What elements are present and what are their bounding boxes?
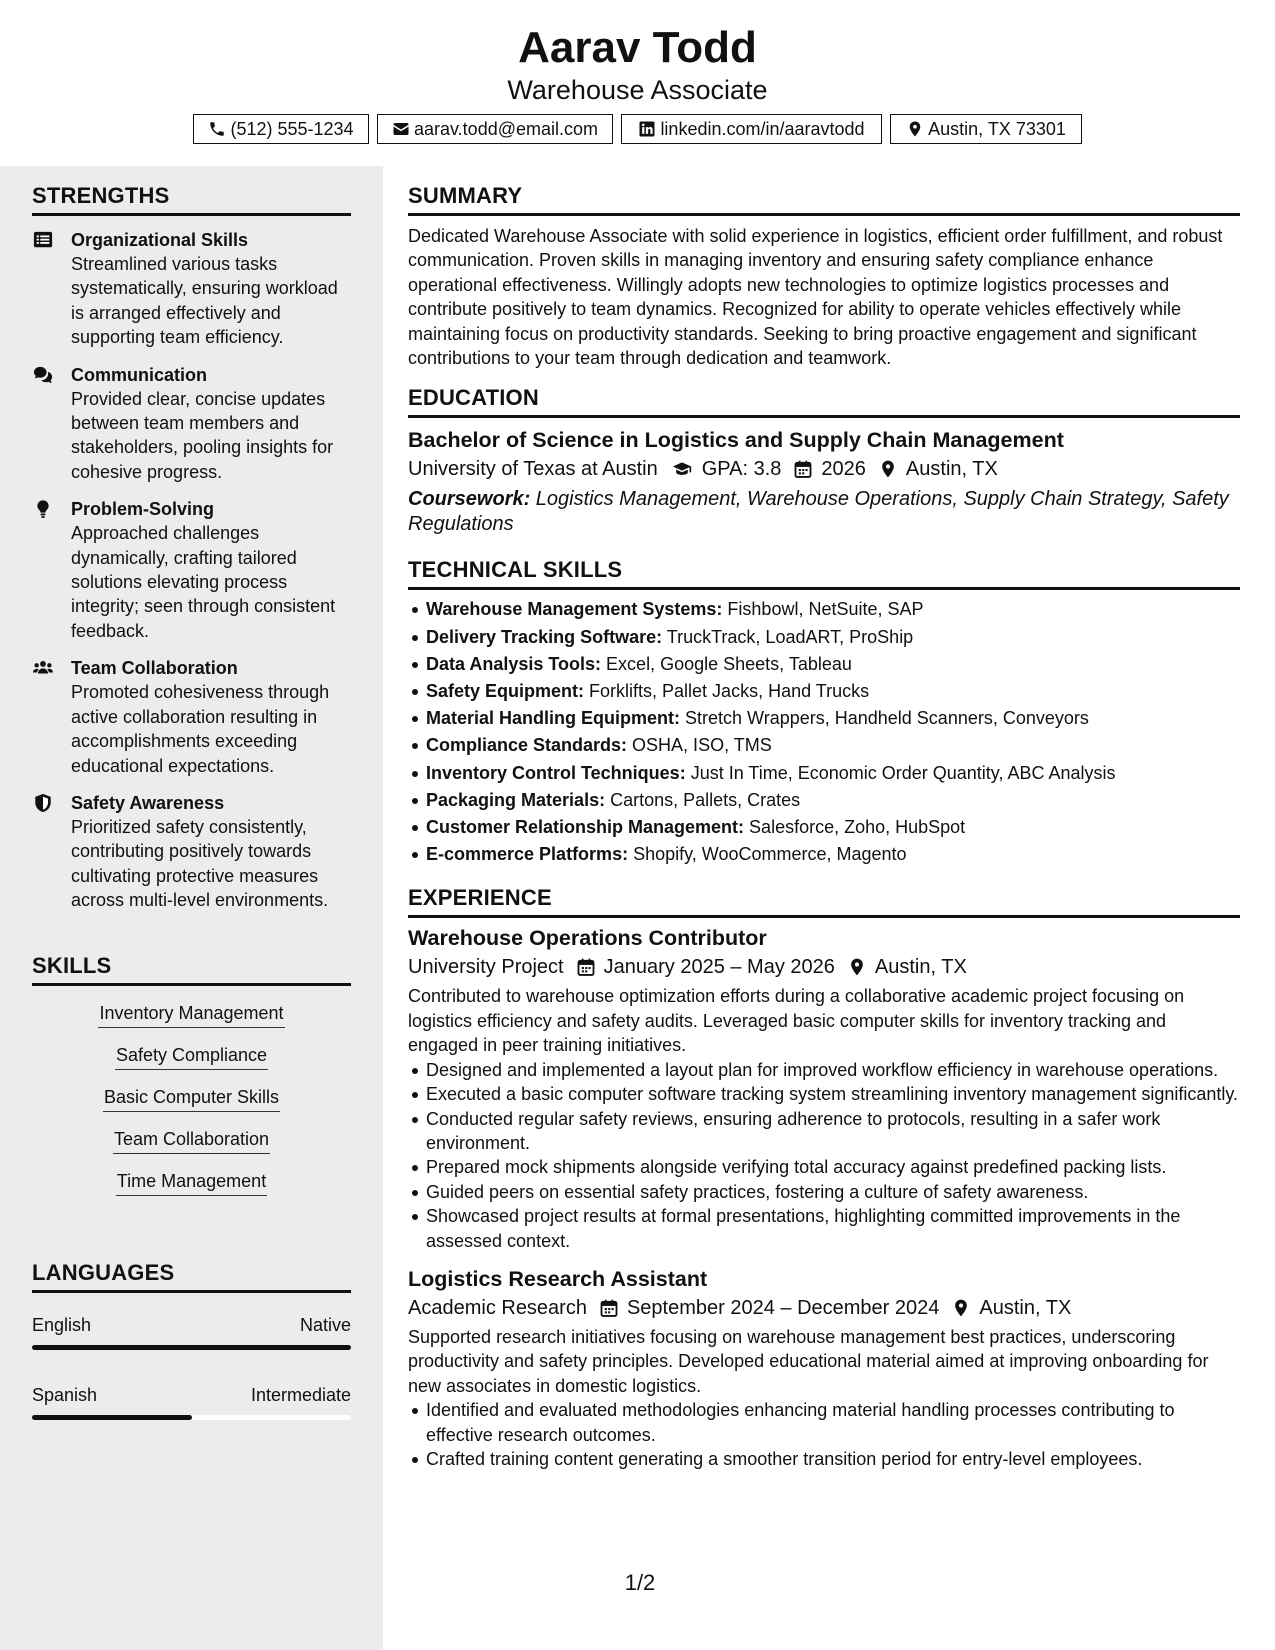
calendar-icon <box>576 957 596 977</box>
strength-desc: Streamlined various tasks systematically, ensuring workload is arranged effectively and supporting team efficiency. <box>71 254 338 348</box>
skill-tag <box>32 1042 351 1070</box>
list-item <box>426 596 1240 623</box>
page-number: 1/2 <box>624 1570 656 1595</box>
tech-skill-label: Compliance Standards: <box>426 735 628 756</box>
experience-entry <box>408 924 1240 1252</box>
strength-title: Organizational Skills <box>71 230 249 250</box>
tech-skill-value: Stretch Wrappers, Handheld Scanners, Conveyors <box>680 708 1089 729</box>
tech-skill-label: Warehouse Management Systems: <box>426 599 723 620</box>
tech-skill-label: E-commerce Platforms: <box>426 844 629 865</box>
tech-skill-label: Customer Relationship Management: <box>426 817 745 838</box>
experience-dates: January 2025 – May 2026 <box>603 956 835 979</box>
experience-desc: Contributed to warehouse optimization efforts during a collaborative academic project focusing on logistics efficiency and safety audits. Leveraged basic computer skills for inventory tracking and engaged in peer training initiatives. <box>408 986 1185 1056</box>
strength-title: Communication <box>71 364 208 385</box>
strength-desc: Prioritized safety consistently, contributing positively towards cultivating protective measures across multi-level environments. <box>71 816 329 911</box>
lightbulb-icon <box>32 499 54 519</box>
list-item <box>426 841 1240 868</box>
strength-item <box>32 791 351 913</box>
sidebar <box>0 166 383 1650</box>
strength-title: Problem-Solving <box>71 499 215 520</box>
language-proficiency-fill <box>32 1345 351 1350</box>
main-content <box>408 166 1240 1471</box>
tech-skill-label: Material Handling Equipment: <box>426 708 681 729</box>
list-item: Designed and implemented a layout plan for improved workflow efficiency in warehouse operations. <box>426 1058 1240 1082</box>
languages-heading: LANGUAGES <box>32 1259 351 1293</box>
linkedin-icon <box>638 120 656 138</box>
skill-label: Safety Compliance <box>115 1042 268 1070</box>
experience-location: Austin, TX <box>874 956 967 979</box>
list-item: Identified and evaluated methodologies enhancing material handling processes contributing to effective research outcomes. <box>426 1398 1240 1447</box>
calendar-icon <box>599 1298 619 1318</box>
calendar-icon <box>793 459 813 479</box>
skill-tag <box>32 1126 351 1154</box>
language-proficiency-fill <box>32 1415 192 1420</box>
strength-title: Team Collaboration <box>71 658 238 679</box>
contact-bar <box>0 114 1275 144</box>
tech-skill-value: Forklifts, Pallet Jacks, Hand Trucks <box>584 681 870 702</box>
coursework-label: Coursework: <box>408 488 531 511</box>
shield-icon <box>32 793 54 813</box>
strength-title: Safety Awareness <box>71 792 225 813</box>
degree-title: Bachelor of Science in Logistics and Supply Chain Management <box>408 428 1064 453</box>
list-item <box>426 651 1240 678</box>
list-item <box>426 732 1240 759</box>
list-item <box>426 705 1240 732</box>
map-pin-icon <box>906 120 924 138</box>
contact-linkedin[interactable] <box>621 114 882 144</box>
tech-skill-value: OSHA, ISO, TMS <box>627 735 772 756</box>
summary-text: Dedicated Warehouse Associate with solid experience in logistics, efficient order fulfillment, and robust communication. Proven skills in managing inventory and ensuring safety compliance enhance operational effectiveness. Willingly adopts new technologies to optimize logistics processes and contribute positively to team dynamics. Recognized for ability to operate vehicles effectively while maintaining focus on productivity standards. Seeking to bring proactive engagement and significant contributions to your team through dedication and teamwork. <box>408 226 1223 369</box>
list-item <box>426 624 1240 651</box>
tech-skill-value: TruckTrack, LoadART, ProShip <box>662 626 914 647</box>
education-location: Austin, TX <box>905 458 998 481</box>
tech-skill-value: Excel, Google Sheets, Tableau <box>601 653 852 674</box>
chat-bubbles-icon <box>32 365 54 385</box>
map-pin-icon <box>878 459 898 479</box>
education-section <box>408 384 1240 536</box>
strength-item <box>32 228 351 350</box>
experience-title: Logistics Research Assistant <box>408 1266 708 1291</box>
summary-heading: SUMMARY <box>408 182 1240 216</box>
experience-meta <box>408 952 1240 982</box>
strength-item <box>32 497 351 643</box>
strength-desc: Approached challenges dynamically, crafting tailored solutions elevating process integrity; seen through consistent feedback. <box>71 523 336 641</box>
experience-title: Warehouse Operations Contributor <box>408 926 767 951</box>
tech-skill-label: Inventory Control Techniques: <box>426 762 686 783</box>
tech-skill-label: Packaging Materials: <box>426 789 606 810</box>
list-item <box>426 678 1240 705</box>
experience-dates: September 2024 – December 2024 <box>626 1296 940 1319</box>
technical-skills-section <box>408 556 1240 868</box>
language-level: Intermediate <box>250 1385 351 1405</box>
contact-location <box>890 114 1082 144</box>
experience-org: University Project <box>408 956 564 979</box>
skill-label: Team Collaboration <box>113 1126 270 1154</box>
coursework <box>408 487 1240 536</box>
strength-item <box>32 363 351 485</box>
skill-label: Basic Computer Skills <box>103 1084 280 1112</box>
strengths-section <box>32 182 351 926</box>
school-name: University of Texas at Austin <box>408 458 658 481</box>
language-name: English <box>32 1315 92 1335</box>
contact-location-text: Austin, TX 73301 <box>928 118 1066 139</box>
experience-bullets <box>408 1398 1240 1471</box>
tech-skill-label: Delivery Tracking Software: <box>426 626 663 647</box>
education-meta <box>408 454 1240 484</box>
tech-skill-label: Data Analysis Tools: <box>426 653 602 674</box>
strength-item <box>32 656 351 778</box>
experience-meta <box>408 1293 1240 1323</box>
list-item: Guided peers on essential safety practices, fostering a culture of safety awareness. <box>426 1180 1240 1204</box>
coursework-list: Logistics Management, Warehouse Operations, Supply Chain Strategy, Safety Regulations <box>408 488 1229 535</box>
list-item: Conducted regular safety reviews, ensuring adherence to protocols, resulting in a safer work environment. <box>426 1107 1240 1156</box>
language-proficiency-bar <box>32 1415 351 1420</box>
graduation-year: 2026 <box>821 458 866 481</box>
strengths-heading: STRENGTHS <box>32 182 351 216</box>
list-item: Crafted training content generating a smoother transition period for entry-level employees. <box>426 1447 1240 1471</box>
list-item <box>426 760 1240 787</box>
phone-icon <box>208 120 226 138</box>
tech-skill-value: Shopify, WooCommerce, Magento <box>628 844 907 865</box>
experience-desc: Supported research initiatives focusing on warehouse management best practices, underscoring productivity and safety principles. Developed educational material aimed at improving onboarding for new associates in domestic logistics. <box>408 1326 1209 1396</box>
list-item <box>426 814 1240 841</box>
users-icon <box>32 658 54 678</box>
list-item: Prepared mock shipments alongside verifying total accuracy against predefined packing lists. <box>426 1155 1240 1179</box>
list-item: Showcased project results at formal presentations, highlighting committed improvements in the assessed context. <box>426 1204 1240 1253</box>
language-name: Spanish <box>32 1385 98 1405</box>
tech-skill-value: Fishbowl, NetSuite, SAP <box>722 599 924 620</box>
language-item <box>32 1383 351 1420</box>
experience-entry <box>408 1265 1240 1471</box>
skills-heading: SKILLS <box>32 952 351 986</box>
experience-location: Austin, TX <box>979 1296 1072 1319</box>
technical-skills-list <box>408 596 1240 868</box>
skill-tag <box>32 1168 351 1196</box>
experience-bullets <box>408 1058 1240 1253</box>
skills-section <box>32 952 351 1210</box>
contact-phone[interactable] <box>193 114 369 144</box>
skill-tag <box>32 1084 351 1112</box>
language-item <box>32 1313 351 1350</box>
list-item: Executed a basic computer software tracking system streamlining inventory management significantly. <box>426 1082 1240 1106</box>
skill-label: Inventory Management <box>98 1000 284 1028</box>
envelope-icon <box>392 120 410 138</box>
candidate-name: Aarav Todd <box>518 23 757 72</box>
contact-phone-text: (512) 555-1234 <box>230 118 354 139</box>
map-pin-icon <box>951 1298 971 1318</box>
gpa: GPA: 3.8 <box>701 458 782 481</box>
tech-skill-value: Cartons, Pallets, Crates <box>605 789 801 810</box>
strength-desc: Promoted cohesiveness through active collaboration resulting in accomplishments exceeding educational expectations. <box>71 682 330 776</box>
tech-skill-label: Safety Equipment: <box>426 681 585 702</box>
experience-heading: EXPERIENCE <box>408 884 1240 918</box>
list-item <box>426 787 1240 814</box>
skill-label: Time Management <box>116 1168 267 1196</box>
contact-email[interactable] <box>377 114 613 144</box>
skill-tag <box>32 1000 351 1028</box>
tech-skill-value: Salesforce, Zoho, HubSpot <box>744 817 966 838</box>
education-heading: EDUCATION <box>408 384 1240 418</box>
technical-skills-heading: TECHNICAL SKILLS <box>408 556 1240 590</box>
strength-desc: Provided clear, concise updates between team members and stakeholders, pooling insights for cohesive progress. <box>71 388 334 482</box>
experience-org: Academic Research <box>408 1296 587 1319</box>
language-proficiency-bar <box>32 1345 351 1350</box>
summary-section <box>408 182 1240 370</box>
languages-section <box>32 1259 351 1444</box>
language-level: Native <box>299 1315 351 1335</box>
job-title: Warehouse Associate <box>507 75 768 105</box>
experience-section <box>408 884 1240 1471</box>
contact-linkedin-text: linkedin.com/in/aaravtodd <box>660 118 865 139</box>
tech-skill-value: Just In Time, Economic Order Quantity, ABC Analysis <box>685 762 1116 783</box>
map-pin-icon <box>847 957 867 977</box>
contact-email-text: aarav.todd@email.com <box>413 118 599 139</box>
graduation-cap-icon <box>670 459 694 479</box>
list-icon <box>32 230 54 250</box>
